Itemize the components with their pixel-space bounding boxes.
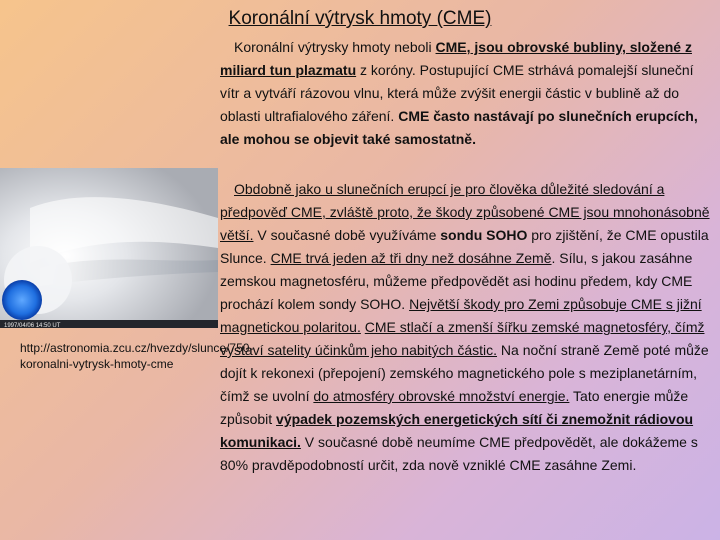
image-source-caption: http://astronomia.zcu.cz/hvezdy/slunce/750-koronalni-vytrysk-hmoty-cme [20,341,254,371]
paragraph-forecast: Obdobně jako u slunečních erupcí je pro člověka důležité sledování a předpověď CME, zvláště proto, že škody způsobené CME jsou mnohonásobně větší. V současné době využíváme sondu SOHO pro zjištění, že CME opustila Slunce. CME trvá jeden až tři dny než dosáhne Země. Sílu, s jakou zasáhne zemskou magnetosféru, můžeme předpovědět asi hodinu předem, kdy CME prochází kolem sondy SOHO. Největší škody pro Zemi způsobuje CME s jižní magnetickou polaritou. CME stlačí a zmenší šířku zemské magnetosféry, čímž vystaví satelity účinkům jeho nabitých částic. Na noční straně Země poté může dojít k rekonexi (přepojení) zemského magnetického pole s meziplanetárním, čímž se uvolní do atmosféry obrovské množství energie. Tato energie může způsobit výpadek pozemských energetických sítí či znemožnit rádiovou komunikaci. V současné době neumíme CME předpovědět, ale dokážeme s 80% pravděpodobností určit, zda nově vzniklé CME zasáhne Zemi. [220,181,710,473]
cme-definition: CME, jsou obrovské bubliny, složené z miliard tun plazmatu [220,39,692,78]
energy-release: do atmosféry obrovské množství energie. [313,388,570,404]
cme-after-flares: CME často nastávají po slunečních erupcích, ale mohou se objevit také samostatně. [220,108,698,147]
grid-outage: výpadek pozemských energetických sítí či znemožnit rádiovou komunikaci. [220,411,694,450]
magnetosphere-compression: CME stlačí a zmenší šířku zemské magnetosféry, čímž vystaví satelity účinkům jeho nabitých částic. [220,319,705,358]
page-title: Koronální výtrysk hmoty (CME) [228,8,492,29]
sun-cme-image [0,168,218,328]
soho-probe: sondu SOHO [440,227,528,243]
image-timestamp: 1997/04/06 14:50 UT [4,323,61,328]
forecast-importance: Obdobně jako u slunečních erupcí je pro člověka důležité sledování a předpověď CME, zvláště proto, že škody způsobené CME jsou mnohonásobně větší. [220,181,710,243]
paragraph-intro: Koronální výtrysky hmoty neboli CME, jsou obrovské bubliny, složené z miliard tun plazmatu z koróny. Postupující CME strhává pomalejší sluneční vítr a vytváří rázovou vlnu, která může zvýšit energii částic v bublině až do oblasti ultrafialového záření. CME často nastávají po slunečních erupcích, ale mohou se objevit také samostatně. [220,39,698,147]
southern-polarity: Největší škody pro Zemi způsobuje CME s jižní magnetickou polaritou. [220,296,702,335]
cme-travel-time: CME trvá jeden až tři dny než dosáhne Země [270,250,552,266]
